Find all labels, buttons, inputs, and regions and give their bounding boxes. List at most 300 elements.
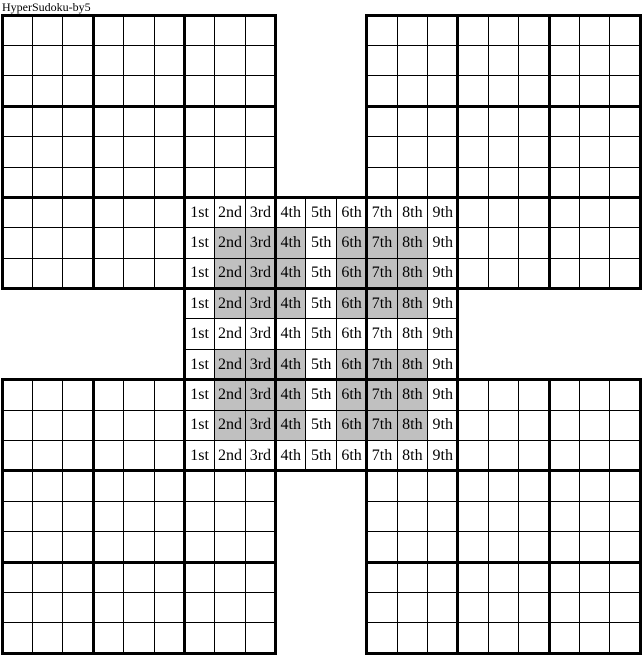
center-cell-r8c2: 2nd bbox=[215, 410, 245, 440]
bottom-right-cell-r5c3 bbox=[428, 501, 458, 531]
top-left-cell-r9c4 bbox=[93, 258, 123, 288]
grid-line-vertical bbox=[123, 14, 124, 291]
center-cell-r5c2: 2nd bbox=[217, 325, 242, 343]
bottom-left-cell-r4c9 bbox=[245, 471, 275, 501]
bottom-left-cell-r9c3 bbox=[63, 623, 93, 653]
grid-line-horizontal bbox=[183, 196, 460, 199]
grid-line-vertical bbox=[548, 378, 551, 655]
top-right-cell-r6c1 bbox=[367, 167, 397, 197]
top-left-cell-r6c3 bbox=[63, 167, 93, 197]
bottom-right-cell-r6c3 bbox=[428, 532, 458, 562]
bottom-left-cell-r5c8 bbox=[215, 501, 245, 531]
top-right-cell-r5c4 bbox=[458, 137, 488, 167]
bottom-left-cell-r2c1 bbox=[2, 410, 32, 440]
grid-line-horizontal bbox=[1, 592, 278, 593]
bottom-right-cell-r1c6 bbox=[519, 380, 549, 410]
top-left-cell-r2c3 bbox=[63, 45, 93, 75]
top-right-cell-r6c6 bbox=[519, 167, 549, 197]
top-left-cell-r7c2 bbox=[32, 197, 62, 227]
grid-line-vertical bbox=[518, 14, 519, 291]
top-right-cell-r3c3 bbox=[428, 76, 458, 106]
bottom-left-cell-r3c1 bbox=[2, 441, 32, 471]
bottom-left-cell-r4c4 bbox=[93, 471, 123, 501]
bottom-left-cell-r6c1 bbox=[2, 532, 32, 562]
bottom-right-cell-r1c9 bbox=[610, 380, 640, 410]
grid-line-vertical bbox=[639, 378, 642, 655]
center-cell-r2c4: 4th bbox=[276, 228, 306, 258]
bottom-left-cell-r1c3 bbox=[63, 380, 93, 410]
grid-line-vertical bbox=[365, 196, 368, 473]
bottom-left-cell-r8c2 bbox=[32, 593, 62, 623]
bottom-left-cell-r6c5 bbox=[124, 532, 154, 562]
bottom-left-cell-r4c8 bbox=[215, 471, 245, 501]
center-cell-r6c5: 5th bbox=[310, 355, 332, 373]
bottom-left-cell-r6c3 bbox=[63, 532, 93, 562]
top-left-cell-r9c2 bbox=[32, 258, 62, 288]
bottom-left-cell-r1c4 bbox=[93, 380, 123, 410]
grid-line-vertical bbox=[274, 196, 277, 473]
bottom-right-cell-r6c2 bbox=[397, 532, 427, 562]
top-left-cell-r5c7 bbox=[184, 137, 214, 167]
bottom-left-cell-r7c2 bbox=[32, 562, 62, 592]
top-right-cell-r6c4 bbox=[458, 167, 488, 197]
top-right-cell-r6c5 bbox=[488, 167, 518, 197]
bottom-left-cell-r4c2 bbox=[32, 471, 62, 501]
center-cell-r6c7: 7th bbox=[367, 349, 397, 379]
grid-line-vertical bbox=[427, 196, 428, 473]
top-right-cell-r7c7 bbox=[549, 197, 579, 227]
bottom-right-cell-r8c7 bbox=[549, 593, 579, 623]
top-right-cell-r1c5 bbox=[488, 15, 518, 45]
center-cell-r5c5: 5th bbox=[310, 325, 332, 343]
bottom-right-cell-r4c2 bbox=[397, 471, 427, 501]
top-right-cell-r2c1 bbox=[367, 45, 397, 75]
bottom-left-cell-r2c2 bbox=[32, 410, 62, 440]
bottom-right-cell-r9c6 bbox=[519, 623, 549, 653]
bottom-right-cell-r7c1 bbox=[367, 562, 397, 592]
bottom-left-cell-r8c1 bbox=[2, 593, 32, 623]
center-cell-r3c7: 7th bbox=[367, 258, 397, 288]
bottom-right-cell-r6c1 bbox=[367, 532, 397, 562]
top-right-cell-r4c5 bbox=[488, 106, 518, 136]
bottom-left-cell-r9c1 bbox=[2, 623, 32, 653]
top-left-cell-r3c8 bbox=[215, 76, 245, 106]
top-right-cell-r9c4 bbox=[458, 258, 488, 288]
center-cell-r2c3: 3rd bbox=[245, 228, 275, 258]
top-right-cell-r5c6 bbox=[519, 137, 549, 167]
bottom-left-cell-r6c9 bbox=[245, 532, 275, 562]
bottom-right-cell-r2c6 bbox=[519, 410, 549, 440]
bottom-right-cell-r5c6 bbox=[519, 501, 549, 531]
top-left-cell-r7c4 bbox=[93, 197, 123, 227]
bottom-right-cell-r7c5 bbox=[488, 562, 518, 592]
bottom-right-cell-r5c1 bbox=[367, 501, 397, 531]
grid-line-horizontal bbox=[1, 561, 278, 564]
top-right-cell-r8c7 bbox=[549, 228, 579, 258]
top-left-cell-r7c1 bbox=[2, 197, 32, 227]
bottom-right-cell-r9c2 bbox=[397, 623, 427, 653]
grid-line-horizontal bbox=[365, 105, 642, 108]
top-left-cell-r5c9 bbox=[245, 137, 275, 167]
grid-line-vertical bbox=[62, 14, 63, 291]
center-cell-r7c4: 4th bbox=[276, 380, 306, 410]
bottom-right-cell-r2c7 bbox=[549, 410, 579, 440]
top-left-cell-r2c7 bbox=[184, 45, 214, 75]
top-right-cell-r3c9 bbox=[610, 76, 640, 106]
bottom-left-cell-r7c1 bbox=[2, 562, 32, 592]
top-left-cell-r9c1 bbox=[2, 258, 32, 288]
top-left-cell-r6c5 bbox=[124, 167, 154, 197]
center-cell-r6c6: 6th bbox=[336, 349, 366, 379]
center-cell-r1c6: 6th bbox=[341, 203, 362, 221]
grid-line-vertical bbox=[579, 14, 580, 291]
top-right-cell-r4c1 bbox=[367, 106, 397, 136]
bottom-right-cell-r8c2 bbox=[397, 593, 427, 623]
bottom-right-cell-r6c8 bbox=[580, 532, 610, 562]
bottom-right-cell-r8c8 bbox=[580, 593, 610, 623]
bottom-left-cell-r4c6 bbox=[154, 471, 184, 501]
grid-line-horizontal bbox=[1, 136, 278, 137]
grid-line-horizontal bbox=[183, 318, 460, 319]
center-cell-r6c2: 2nd bbox=[215, 349, 245, 379]
top-left-cell-r4c9 bbox=[245, 106, 275, 136]
bottom-left-cell-r5c5 bbox=[124, 501, 154, 531]
grid-line-vertical bbox=[123, 378, 124, 655]
bottom-left-cell-r9c8 bbox=[215, 623, 245, 653]
bottom-right-cell-r9c9 bbox=[610, 623, 640, 653]
center-cell-r2c9: 9th bbox=[432, 233, 453, 251]
center-cell-r1c9: 9th bbox=[432, 203, 453, 221]
bottom-right-cell-r9c5 bbox=[488, 623, 518, 653]
top-left-cell-r3c5 bbox=[124, 76, 154, 106]
center-cell-r5c8: 8th bbox=[402, 325, 423, 343]
center-cell-r3c1: 1st bbox=[190, 264, 209, 282]
top-left-cell-r6c9 bbox=[245, 167, 275, 197]
top-right-cell-r1c3 bbox=[428, 15, 458, 45]
top-right-cell-r9c6 bbox=[519, 258, 549, 288]
center-cell-r5c3: 3rd bbox=[249, 325, 272, 343]
grid-line-horizontal bbox=[1, 167, 278, 168]
top-right-cell-r2c2 bbox=[397, 45, 427, 75]
grid-line-horizontal bbox=[183, 440, 460, 441]
top-right-cell-r3c4 bbox=[458, 76, 488, 106]
top-left-cell-r8c6 bbox=[154, 228, 184, 258]
top-right-cell-r3c7 bbox=[549, 76, 579, 106]
top-left-cell-r1c2 bbox=[32, 15, 62, 45]
top-left-cell-r2c6 bbox=[154, 45, 184, 75]
top-right-cell-r1c7 bbox=[549, 15, 579, 45]
grid-line-horizontal bbox=[365, 501, 642, 502]
center-cell-r3c4: 4th bbox=[276, 258, 306, 288]
grid-line-vertical bbox=[183, 196, 186, 473]
bottom-left-cell-r8c5 bbox=[124, 593, 154, 623]
grid-line-horizontal bbox=[365, 45, 642, 46]
top-left-cell-r5c5 bbox=[124, 137, 154, 167]
center-cell-r5c6: 6th bbox=[341, 325, 362, 343]
grid-line-vertical bbox=[1, 378, 4, 655]
top-right-cell-r5c1 bbox=[367, 137, 397, 167]
grid-line-vertical bbox=[154, 378, 155, 655]
grid-line-vertical bbox=[154, 14, 155, 291]
grid-line-horizontal bbox=[1, 531, 278, 532]
top-left-cell-r8c3 bbox=[63, 228, 93, 258]
grid-line-horizontal bbox=[365, 167, 642, 168]
grid-line-horizontal bbox=[1, 652, 278, 655]
center-cell-r5c4: 4th bbox=[280, 325, 301, 343]
bottom-right-cell-r3c4 bbox=[458, 441, 488, 471]
bottom-left-cell-r1c5 bbox=[124, 380, 154, 410]
center-cell-r9c8: 8th bbox=[402, 446, 423, 464]
bottom-right-cell-r2c9 bbox=[610, 410, 640, 440]
center-cell-r4c7: 7th bbox=[367, 289, 397, 319]
bottom-left-cell-r7c9 bbox=[245, 562, 275, 592]
center-cell-r7c7: 7th bbox=[367, 380, 397, 410]
bottom-right-cell-r8c5 bbox=[488, 593, 518, 623]
center-cell-r2c1: 1st bbox=[190, 233, 209, 251]
center-cell-r7c3: 3rd bbox=[245, 380, 275, 410]
bottom-left-cell-r4c7 bbox=[184, 471, 214, 501]
top-left-cell-r4c2 bbox=[32, 106, 62, 136]
bottom-left-cell-r6c6 bbox=[154, 532, 184, 562]
top-right-cell-r4c7 bbox=[549, 106, 579, 136]
center-cell-r6c9: 9th bbox=[432, 355, 453, 373]
top-left-cell-r4c6 bbox=[154, 106, 184, 136]
grid-line-horizontal bbox=[183, 258, 460, 259]
top-left-cell-r1c7 bbox=[184, 15, 214, 45]
center-cell-r3c6: 6th bbox=[336, 258, 366, 288]
bottom-left-cell-r7c5 bbox=[124, 562, 154, 592]
top-right-cell-r4c6 bbox=[519, 106, 549, 136]
top-right-cell-r3c8 bbox=[580, 76, 610, 106]
grid-line-horizontal bbox=[183, 349, 460, 350]
bottom-left-cell-r5c6 bbox=[154, 501, 184, 531]
bottom-left-cell-r1c1 bbox=[2, 380, 32, 410]
bottom-right-cell-r8c1 bbox=[367, 593, 397, 623]
top-left-cell-r5c2 bbox=[32, 137, 62, 167]
top-left-cell-r7c6 bbox=[154, 197, 184, 227]
bottom-right-cell-r9c4 bbox=[458, 623, 488, 653]
bottom-right-cell-r9c1 bbox=[367, 623, 397, 653]
top-right-cell-r9c7 bbox=[549, 258, 579, 288]
top-left-cell-r9c6 bbox=[154, 258, 184, 288]
bottom-right-cell-r4c1 bbox=[367, 471, 397, 501]
center-cell-r1c8: 8th bbox=[402, 203, 423, 221]
bottom-right-cell-r8c4 bbox=[458, 593, 488, 623]
top-right-cell-r2c7 bbox=[549, 45, 579, 75]
top-right-cell-r4c8 bbox=[580, 106, 610, 136]
top-left-cell-r9c3 bbox=[63, 258, 93, 288]
top-right-cell-r8c8 bbox=[580, 228, 610, 258]
bottom-right-cell-r6c6 bbox=[519, 532, 549, 562]
grid-line-horizontal bbox=[365, 592, 642, 593]
center-cell-r9c9: 9th bbox=[432, 446, 453, 464]
top-right-cell-r8c6 bbox=[519, 228, 549, 258]
bottom-right-cell-r7c2 bbox=[397, 562, 427, 592]
bottom-left-cell-r6c7 bbox=[184, 532, 214, 562]
center-cell-r1c7: 7th bbox=[371, 203, 393, 221]
top-left-cell-r3c3 bbox=[63, 76, 93, 106]
center-cell-r8c9: 9th bbox=[432, 416, 453, 434]
top-right-cell-r1c8 bbox=[580, 15, 610, 45]
bottom-right-cell-r3c6 bbox=[519, 441, 549, 471]
center-cell-r4c1: 1st bbox=[190, 294, 209, 312]
bottom-right-cell-r5c2 bbox=[397, 501, 427, 531]
grid-line-vertical bbox=[305, 196, 306, 473]
top-right-cell-r4c9 bbox=[610, 106, 640, 136]
top-left-cell-r2c5 bbox=[124, 45, 154, 75]
bottom-right-cell-r7c9 bbox=[610, 562, 640, 592]
top-left-cell-r8c4 bbox=[93, 228, 123, 258]
top-left-cell-r4c7 bbox=[184, 106, 214, 136]
grid-line-vertical bbox=[609, 14, 610, 291]
center-cell-r1c2: 2nd bbox=[217, 203, 242, 221]
center-cell-r6c1: 1st bbox=[190, 355, 209, 373]
top-left-cell-r1c9 bbox=[245, 15, 275, 45]
center-cell-r7c5: 5th bbox=[310, 385, 332, 403]
center-cell-r7c8: 8th bbox=[397, 380, 427, 410]
center-cell-r5c9: 9th bbox=[432, 325, 453, 343]
bottom-left-cell-r9c5 bbox=[124, 623, 154, 653]
center-cell-r5c1: 1st bbox=[190, 325, 209, 343]
top-left-cell-r8c5 bbox=[124, 228, 154, 258]
bottom-left-cell-r5c1 bbox=[2, 501, 32, 531]
grid-line-vertical bbox=[456, 196, 459, 473]
top-left-cell-r6c2 bbox=[32, 167, 62, 197]
top-right-cell-r5c5 bbox=[488, 137, 518, 167]
bottom-left-cell-r5c4 bbox=[93, 501, 123, 531]
top-right-cell-r1c1 bbox=[367, 15, 397, 45]
bottom-left-cell-r2c4 bbox=[93, 410, 123, 440]
center-cell-r1c4: 4th bbox=[280, 203, 301, 221]
top-right-cell-r3c5 bbox=[488, 76, 518, 106]
grid-line-horizontal bbox=[183, 469, 460, 472]
bottom-right-cell-r9c8 bbox=[580, 623, 610, 653]
top-right-cell-r9c9 bbox=[610, 258, 640, 288]
grid-line-horizontal bbox=[1, 75, 278, 76]
top-right-cell-r3c2 bbox=[397, 76, 427, 106]
top-left-cell-r7c5 bbox=[124, 197, 154, 227]
grid-line-horizontal bbox=[1, 501, 278, 502]
top-right-cell-r8c5 bbox=[488, 228, 518, 258]
bottom-left-cell-r9c4 bbox=[93, 623, 123, 653]
bottom-right-cell-r4c9 bbox=[610, 471, 640, 501]
bottom-left-cell-r8c4 bbox=[93, 593, 123, 623]
bottom-left-cell-r5c7 bbox=[184, 501, 214, 531]
center-cell-r6c8: 8th bbox=[397, 349, 427, 379]
center-cell-r4c4: 4th bbox=[276, 289, 306, 319]
top-left-cell-r5c6 bbox=[154, 137, 184, 167]
top-right-cell-r1c2 bbox=[397, 15, 427, 45]
top-left-cell-r6c4 bbox=[93, 167, 123, 197]
bottom-right-cell-r4c3 bbox=[428, 471, 458, 501]
top-right-cell-r6c9 bbox=[610, 167, 640, 197]
center-cell-r6c3: 3rd bbox=[245, 349, 275, 379]
bottom-left-cell-r3c5 bbox=[124, 441, 154, 471]
center-cell-r9c7: 7th bbox=[371, 446, 393, 464]
center-cell-r1c1: 1st bbox=[190, 203, 209, 221]
bottom-right-cell-r5c8 bbox=[580, 501, 610, 531]
center-cell-r8c4: 4th bbox=[276, 410, 306, 440]
bottom-left-cell-r7c8 bbox=[215, 562, 245, 592]
top-left-cell-r6c1 bbox=[2, 167, 32, 197]
bottom-left-cell-r8c9 bbox=[245, 593, 275, 623]
bottom-right-cell-r3c5 bbox=[488, 441, 518, 471]
top-left-cell-r3c1 bbox=[2, 76, 32, 106]
top-right-cell-r7c6 bbox=[519, 197, 549, 227]
top-left-cell-r3c4 bbox=[93, 76, 123, 106]
bottom-right-cell-r2c5 bbox=[488, 410, 518, 440]
grid-line-vertical bbox=[609, 378, 610, 655]
bottom-left-cell-r8c6 bbox=[154, 593, 184, 623]
bottom-right-cell-r7c8 bbox=[580, 562, 610, 592]
top-left-cell-r6c8 bbox=[215, 167, 245, 197]
grid-line-horizontal bbox=[365, 652, 642, 655]
top-left-cell-r8c2 bbox=[32, 228, 62, 258]
top-left-cell-r6c7 bbox=[184, 167, 214, 197]
center-cell-r9c6: 6th bbox=[341, 446, 362, 464]
bottom-right-cell-r4c5 bbox=[488, 471, 518, 501]
bottom-left-cell-r7c4 bbox=[93, 562, 123, 592]
grid-line-horizontal bbox=[1, 45, 278, 46]
grid-line-horizontal bbox=[1, 105, 278, 108]
top-right-cell-r1c4 bbox=[458, 15, 488, 45]
center-cell-r3c9: 9th bbox=[432, 264, 453, 282]
top-left-cell-r4c3 bbox=[63, 106, 93, 136]
bottom-right-cell-r4c8 bbox=[580, 471, 610, 501]
grid-line-vertical bbox=[397, 196, 398, 473]
center-cell-r8c1: 1st bbox=[190, 416, 209, 434]
center-cell-r3c5: 5th bbox=[310, 264, 332, 282]
grid-line-vertical bbox=[214, 196, 215, 473]
top-left-cell-r8c1 bbox=[2, 228, 32, 258]
top-right-cell-r4c3 bbox=[428, 106, 458, 136]
top-left-cell-r4c8 bbox=[215, 106, 245, 136]
grid-line-vertical bbox=[488, 14, 489, 291]
bottom-right-cell-r5c4 bbox=[458, 501, 488, 531]
grid-line-vertical bbox=[92, 14, 95, 291]
bottom-left-cell-r3c4 bbox=[93, 441, 123, 471]
top-right-cell-r1c6 bbox=[519, 15, 549, 45]
top-left-cell-r1c5 bbox=[124, 15, 154, 45]
top-right-cell-r7c8 bbox=[580, 197, 610, 227]
top-right-cell-r3c6 bbox=[519, 76, 549, 106]
bottom-left-cell-r2c6 bbox=[154, 410, 184, 440]
top-right-cell-r7c9 bbox=[610, 197, 640, 227]
bottom-right-cell-r5c5 bbox=[488, 501, 518, 531]
bottom-left-cell-r6c4 bbox=[93, 532, 123, 562]
center-cell-r9c3: 3rd bbox=[249, 446, 272, 464]
top-left-cell-r1c4 bbox=[93, 15, 123, 45]
bottom-left-cell-r4c1 bbox=[2, 471, 32, 501]
puzzle-title: HyperSudoku-by5 bbox=[2, 0, 91, 14]
bottom-right-cell-r9c3 bbox=[428, 623, 458, 653]
bottom-right-cell-r6c9 bbox=[610, 532, 640, 562]
bottom-left-cell-r5c2 bbox=[32, 501, 62, 531]
grid-line-horizontal bbox=[183, 227, 460, 228]
bottom-right-cell-r7c4 bbox=[458, 562, 488, 592]
top-left-cell-r1c6 bbox=[154, 15, 184, 45]
top-right-cell-r9c8 bbox=[580, 258, 610, 288]
bottom-left-cell-r5c3 bbox=[63, 501, 93, 531]
bottom-left-cell-r4c3 bbox=[63, 471, 93, 501]
bottom-right-cell-r1c7 bbox=[549, 380, 579, 410]
center-cell-r4c5: 5th bbox=[310, 294, 332, 312]
bottom-left-cell-r6c8 bbox=[215, 532, 245, 562]
bottom-right-cell-r3c8 bbox=[580, 441, 610, 471]
top-right-cell-r7c5 bbox=[488, 197, 518, 227]
bottom-right-cell-r9c7 bbox=[549, 623, 579, 653]
grid-line-horizontal bbox=[365, 561, 642, 564]
